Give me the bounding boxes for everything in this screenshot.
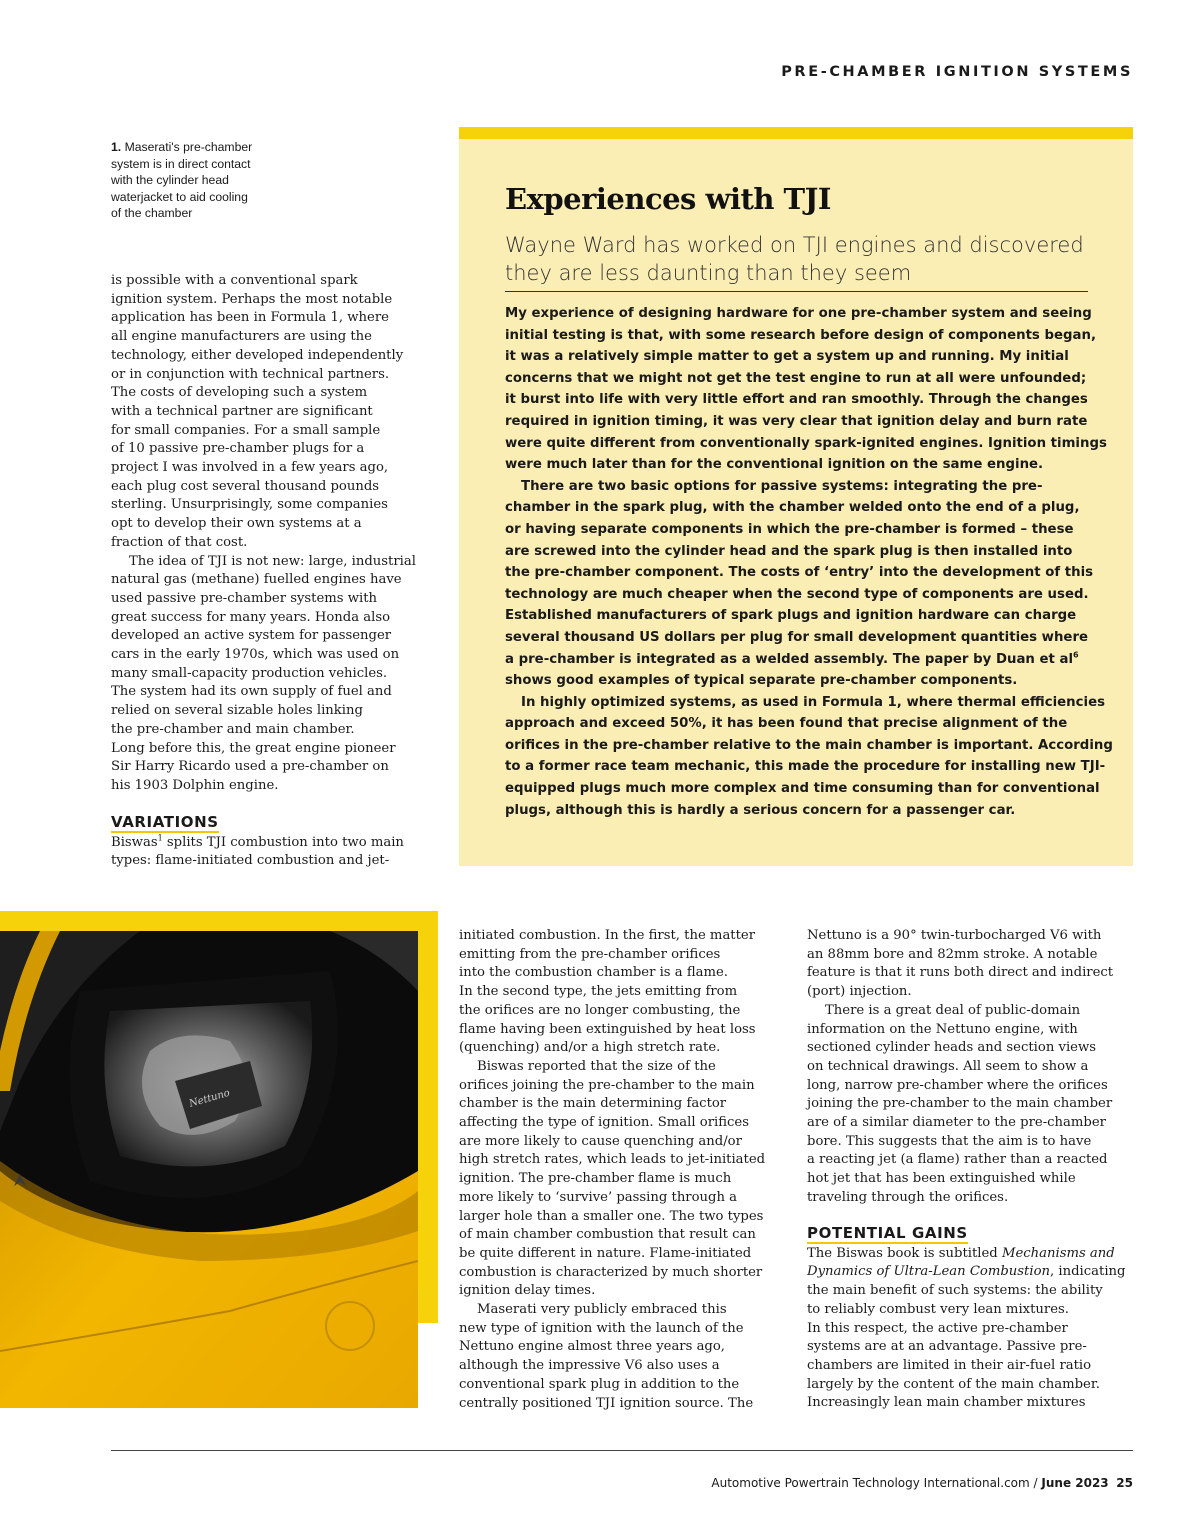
body-line: be quite different in nature. Flame-initiated bbox=[459, 1245, 752, 1261]
body-line: developed an active system for passenger bbox=[111, 628, 392, 644]
caption-number: 1. bbox=[111, 140, 122, 154]
page-footer bbox=[711, 1476, 1133, 1490]
body-line: fraction of that cost. bbox=[111, 534, 248, 550]
sidebar-line: Established manufacturers of spark plugs and ignition hardware can charge bbox=[505, 608, 1077, 624]
sidebar-line: My experience of designing hardware for one pre-chamber system and seeing bbox=[505, 306, 1092, 321]
photo-frame-top bbox=[0, 911, 438, 931]
body-line: many small-capacity production vehicles. bbox=[111, 665, 388, 681]
body-text: splits TJI combustion into two main bbox=[166, 834, 404, 850]
potential-gains-section bbox=[807, 1224, 1137, 1413]
body-line: Increasingly lean main chamber mixtures bbox=[807, 1395, 1086, 1411]
variations-heading: VARIATIONS bbox=[111, 813, 219, 831]
body-line: the main benefit of such systems: the ability bbox=[807, 1283, 1103, 1299]
body-line: chamber is the main determining factor bbox=[459, 1096, 727, 1112]
body-line: high stretch rates, which leads to jet-initiated bbox=[459, 1152, 766, 1168]
sidebar-line: or having separate components in which the pre-chamber is formed – these bbox=[505, 521, 1074, 537]
section-label: PRE-CHAMBER IGNITION SYSTEMS bbox=[781, 64, 1133, 80]
body-line: more likely to ‘survive’ passing through a bbox=[459, 1189, 738, 1205]
body-line: joining the pre-chamber to the main chamber bbox=[807, 1096, 1113, 1112]
body-line: Maserati very publicly embraced this bbox=[477, 1302, 727, 1318]
body-line: information on the Nettuno engine, with bbox=[807, 1021, 1078, 1037]
book-title-part: Mechanisms and bbox=[1001, 1245, 1115, 1261]
body-line: application has been in Formula 1, where bbox=[111, 310, 389, 326]
caption-line: with the cylinder head bbox=[111, 173, 229, 188]
sidebar-line: initial testing is that, with some research before design of components began, bbox=[505, 327, 1097, 343]
body-line: are more likely to cause quenching and/or bbox=[459, 1133, 742, 1149]
body-line: orifices joining the pre-chamber to the main bbox=[459, 1077, 755, 1093]
body-line: systems are at an advantage. Passive pre- bbox=[807, 1339, 1087, 1355]
sidebar-line: were much later than for the conventional ignition on the same engine. bbox=[505, 457, 1044, 473]
figure-caption bbox=[111, 139, 261, 222]
body-line: new type of ignition with the launch of the bbox=[459, 1320, 744, 1336]
body-line: The idea of TJI is not new: large, industrial bbox=[129, 553, 416, 569]
body-line: bore. This suggests that the aim is to have bbox=[807, 1133, 1092, 1149]
body-line: chambers are limited in their air-fuel ratio bbox=[807, 1357, 1092, 1373]
body-line: all engine manufacturers are using the bbox=[111, 329, 372, 345]
sidebar-line: were quite different from conventionally spark-ignited engines. Ignition timings bbox=[505, 435, 1107, 451]
body-line: project I was involved in a few years ago, bbox=[111, 460, 389, 476]
book-title-part: Dynamics of Ultra-Lean Combustion bbox=[807, 1264, 1051, 1280]
body-line: ignition delay times. bbox=[459, 1283, 596, 1299]
sidebar-line: orifices in the pre-chamber relative to the main chamber is important. According bbox=[505, 737, 1113, 753]
sidebar-line: technology are much cheaper when the second type of components are used. bbox=[505, 586, 1089, 602]
sidebar-line: several thousand US dollars per plug for small development quantities where bbox=[505, 629, 1089, 645]
caption-line: of the chamber bbox=[111, 206, 193, 221]
variations-section bbox=[111, 813, 431, 871]
sidebar-line bbox=[505, 649, 1095, 671]
reference-marker: 6 bbox=[1073, 650, 1079, 660]
body-line: a reacting jet (a flame) rather than a reacted bbox=[807, 1152, 1108, 1168]
body-line: conventional spark plug in addition to the bbox=[459, 1376, 740, 1392]
body-line: each plug cost several thousand pounds bbox=[111, 478, 380, 494]
body-line: sectioned cylinder heads and section views bbox=[807, 1040, 1097, 1056]
sidebar-rule bbox=[505, 291, 1088, 292]
subtitle-line: Wayne Ward has worked on TJI engines and discovered bbox=[505, 233, 1084, 257]
footer-site: Automotive Powertrain Technology International.com bbox=[711, 1476, 1030, 1490]
body-line: used passive pre-chamber systems with bbox=[111, 590, 378, 606]
body-line: natural gas (methane) fuelled engines have bbox=[111, 572, 402, 588]
body-line: Long before this, the great engine pioneer bbox=[111, 740, 396, 756]
footer-issue: June 2023 bbox=[1041, 1476, 1109, 1490]
sidebar-line: it was a relatively simple matter to get a system up and running. My initial bbox=[505, 349, 1069, 365]
body-line: Biswas reported that the size of the bbox=[477, 1058, 716, 1074]
body-line: relied on several sizable holes linking bbox=[111, 703, 363, 719]
body-line: initiated combustion. In the first, the matter bbox=[459, 928, 756, 943]
sidebar-line: the pre-chamber component. The costs of ‘entry’ into the development of this bbox=[505, 565, 1094, 581]
body-line: into the combustion chamber is a flame. bbox=[459, 965, 728, 981]
body-line: traveling through the orifices. bbox=[807, 1189, 1009, 1205]
reference-marker: 1 bbox=[157, 833, 163, 843]
body-line: There is a great deal of public-domain bbox=[825, 1002, 1081, 1018]
body-line: although the impressive V6 also uses a bbox=[459, 1358, 720, 1374]
engine-bay-illustration bbox=[0, 931, 418, 1408]
body-line: The costs of developing such a system bbox=[111, 385, 368, 401]
body-line: of main chamber combustion that result can bbox=[459, 1227, 756, 1243]
footer-rule bbox=[111, 1450, 1133, 1451]
sidebar-line: required in ignition timing, it was very clear that ignition delay and burn rate bbox=[505, 413, 1088, 429]
footer-separator: / bbox=[1029, 1476, 1042, 1490]
body-line: larger hole than a smaller one. The two types bbox=[459, 1208, 764, 1224]
engine-cover-label: Nettuno bbox=[188, 1087, 232, 1110]
body-line: an 88mm bore and 82mm stroke. A notable bbox=[807, 946, 1098, 962]
body-line: to reliably combust very lean mixtures. bbox=[807, 1301, 1069, 1317]
sidebar-line: to a former race team mechanic, this made the procedure for installing new TJI- bbox=[505, 759, 1106, 775]
body-line bbox=[807, 1245, 1137, 1264]
page-number: 25 bbox=[1116, 1476, 1133, 1490]
engine-bay-photo bbox=[0, 931, 418, 1408]
caption-line: waterjacket to aid cooling bbox=[111, 189, 248, 204]
sidebar-line: chamber in the spark plug, with the chamber welded onto the end of a plug, bbox=[505, 500, 1080, 516]
body-line: The system had its own supply of fuel and bbox=[111, 684, 392, 700]
body-line: types: flame-initiated combustion and jet- bbox=[111, 853, 390, 869]
sidebar-line: concerns that we might not get the test engine to run at all were unfounded; bbox=[505, 370, 1087, 386]
sidebar-subtitle bbox=[505, 231, 1095, 287]
sidebar-line: plugs, although this is hardly a serious concern for a passenger car. bbox=[505, 802, 1016, 818]
sidebar-accent-bar bbox=[459, 127, 1133, 139]
body-line: of 10 passive pre-chamber plugs for a bbox=[111, 441, 365, 457]
body-line: great success for many years. Honda also bbox=[111, 609, 391, 625]
sidebar-line: shows good examples of typical separate pre-chamber components. bbox=[505, 673, 1018, 689]
body-line: sterling. Unsurprisingly, some companies bbox=[111, 497, 388, 513]
sidebar-body bbox=[505, 303, 1113, 821]
body-line: emitting from the pre-chamber orifices bbox=[459, 946, 721, 962]
sidebar-line: it burst into life with very little effort and ran smoothly. Through the changes bbox=[505, 392, 1088, 408]
body-line: cars in the early 1970s, which was used on bbox=[111, 647, 400, 663]
caption-line: Maserati's pre-chamber bbox=[124, 140, 253, 154]
body-line: are of a similar diameter to the pre-chamber bbox=[807, 1115, 1106, 1131]
body-line: on technical drawings. All seem to show a bbox=[807, 1058, 1089, 1074]
sidebar-title: Experiences with TJI bbox=[505, 182, 831, 216]
sidebar-text: a pre-chamber is integrated as a welded assembly. The paper by Duan et al bbox=[505, 651, 1074, 667]
body-line: feature is that it runs both direct and indirect bbox=[807, 965, 1114, 981]
body-text: , indicating bbox=[1050, 1264, 1126, 1280]
body-line: ignition system. Perhaps the most notable bbox=[111, 291, 393, 307]
body-line: Nettuno is a 90° twin-turbocharged V6 with bbox=[807, 928, 1102, 943]
body-line: is possible with a conventional spark bbox=[111, 273, 358, 288]
body-text: The Biswas book is subtitled bbox=[807, 1245, 1002, 1261]
sidebar-line: approach and exceed 50%, it has been found that precise alignment of the bbox=[505, 716, 1068, 732]
body-line: or in conjunction with technical partners. bbox=[111, 366, 390, 382]
body-line: centrally positioned TJI ignition source. The bbox=[459, 1395, 754, 1411]
body-line: technology, either developed independently bbox=[111, 347, 404, 363]
article-column-1 bbox=[111, 272, 431, 796]
biswas-word: Biswas bbox=[111, 834, 158, 850]
caption-line: system is in direct contact bbox=[111, 156, 251, 171]
body-line: flame having been extinguished by heat loss bbox=[459, 1021, 756, 1037]
body-line: Nettuno engine almost three years ago, bbox=[459, 1339, 726, 1355]
body-line: In the second type, the jets emitting from bbox=[459, 984, 738, 1000]
article-column-2 bbox=[459, 927, 789, 1413]
article-column-3 bbox=[807, 927, 1137, 1208]
body-line: for small companies. For a small sample bbox=[111, 422, 381, 438]
body-line: affecting the type of ignition. Small orifices bbox=[459, 1115, 750, 1131]
sidebar-line: equipped plugs much more complex and time consuming than for conventional bbox=[505, 781, 1100, 797]
body-line: In this respect, the active pre-chamber bbox=[807, 1320, 1068, 1336]
body-line: his 1903 Dolphin engine. bbox=[111, 777, 279, 793]
body-line: combustion is characterized by much shorter bbox=[459, 1264, 763, 1280]
body-line: long, narrow pre-chamber where the orifices bbox=[807, 1077, 1108, 1093]
body-line bbox=[807, 1263, 1137, 1282]
body-line: with a technical partner are significant bbox=[111, 403, 373, 419]
body-line: largely by the content of the main chamber. bbox=[807, 1376, 1100, 1392]
sidebar-line: There are two basic options for passive systems: integrating the pre- bbox=[521, 478, 1043, 494]
body-line: Sir Harry Ricardo used a pre-chamber on bbox=[111, 759, 389, 775]
sidebar-line: In highly optimized systems, as used in Formula 1, where thermal efficiencies bbox=[521, 694, 1106, 710]
body-line: opt to develop their own systems at a bbox=[111, 516, 362, 532]
body-line: (port) injection. bbox=[807, 984, 912, 1000]
body-line: hot jet that has been extinguished while bbox=[807, 1171, 1076, 1187]
potential-gains-heading: POTENTIAL GAINS bbox=[807, 1224, 968, 1242]
body-line: (quenching) and/or a high stretch rate. bbox=[459, 1040, 721, 1056]
sidebar-line: are screwed into the cylinder head and the spark plug is then installed into bbox=[505, 543, 1073, 559]
body-line: the pre-chamber and main chamber. bbox=[111, 721, 355, 737]
body-line: the orifices are no longer combusting, the bbox=[459, 1002, 741, 1018]
body-line: ignition. The pre-chamber flame is much bbox=[459, 1171, 732, 1187]
body-line bbox=[111, 834, 431, 853]
photo-frame-right bbox=[418, 911, 438, 1323]
subtitle-line: they are less daunting than they seem bbox=[505, 261, 912, 285]
